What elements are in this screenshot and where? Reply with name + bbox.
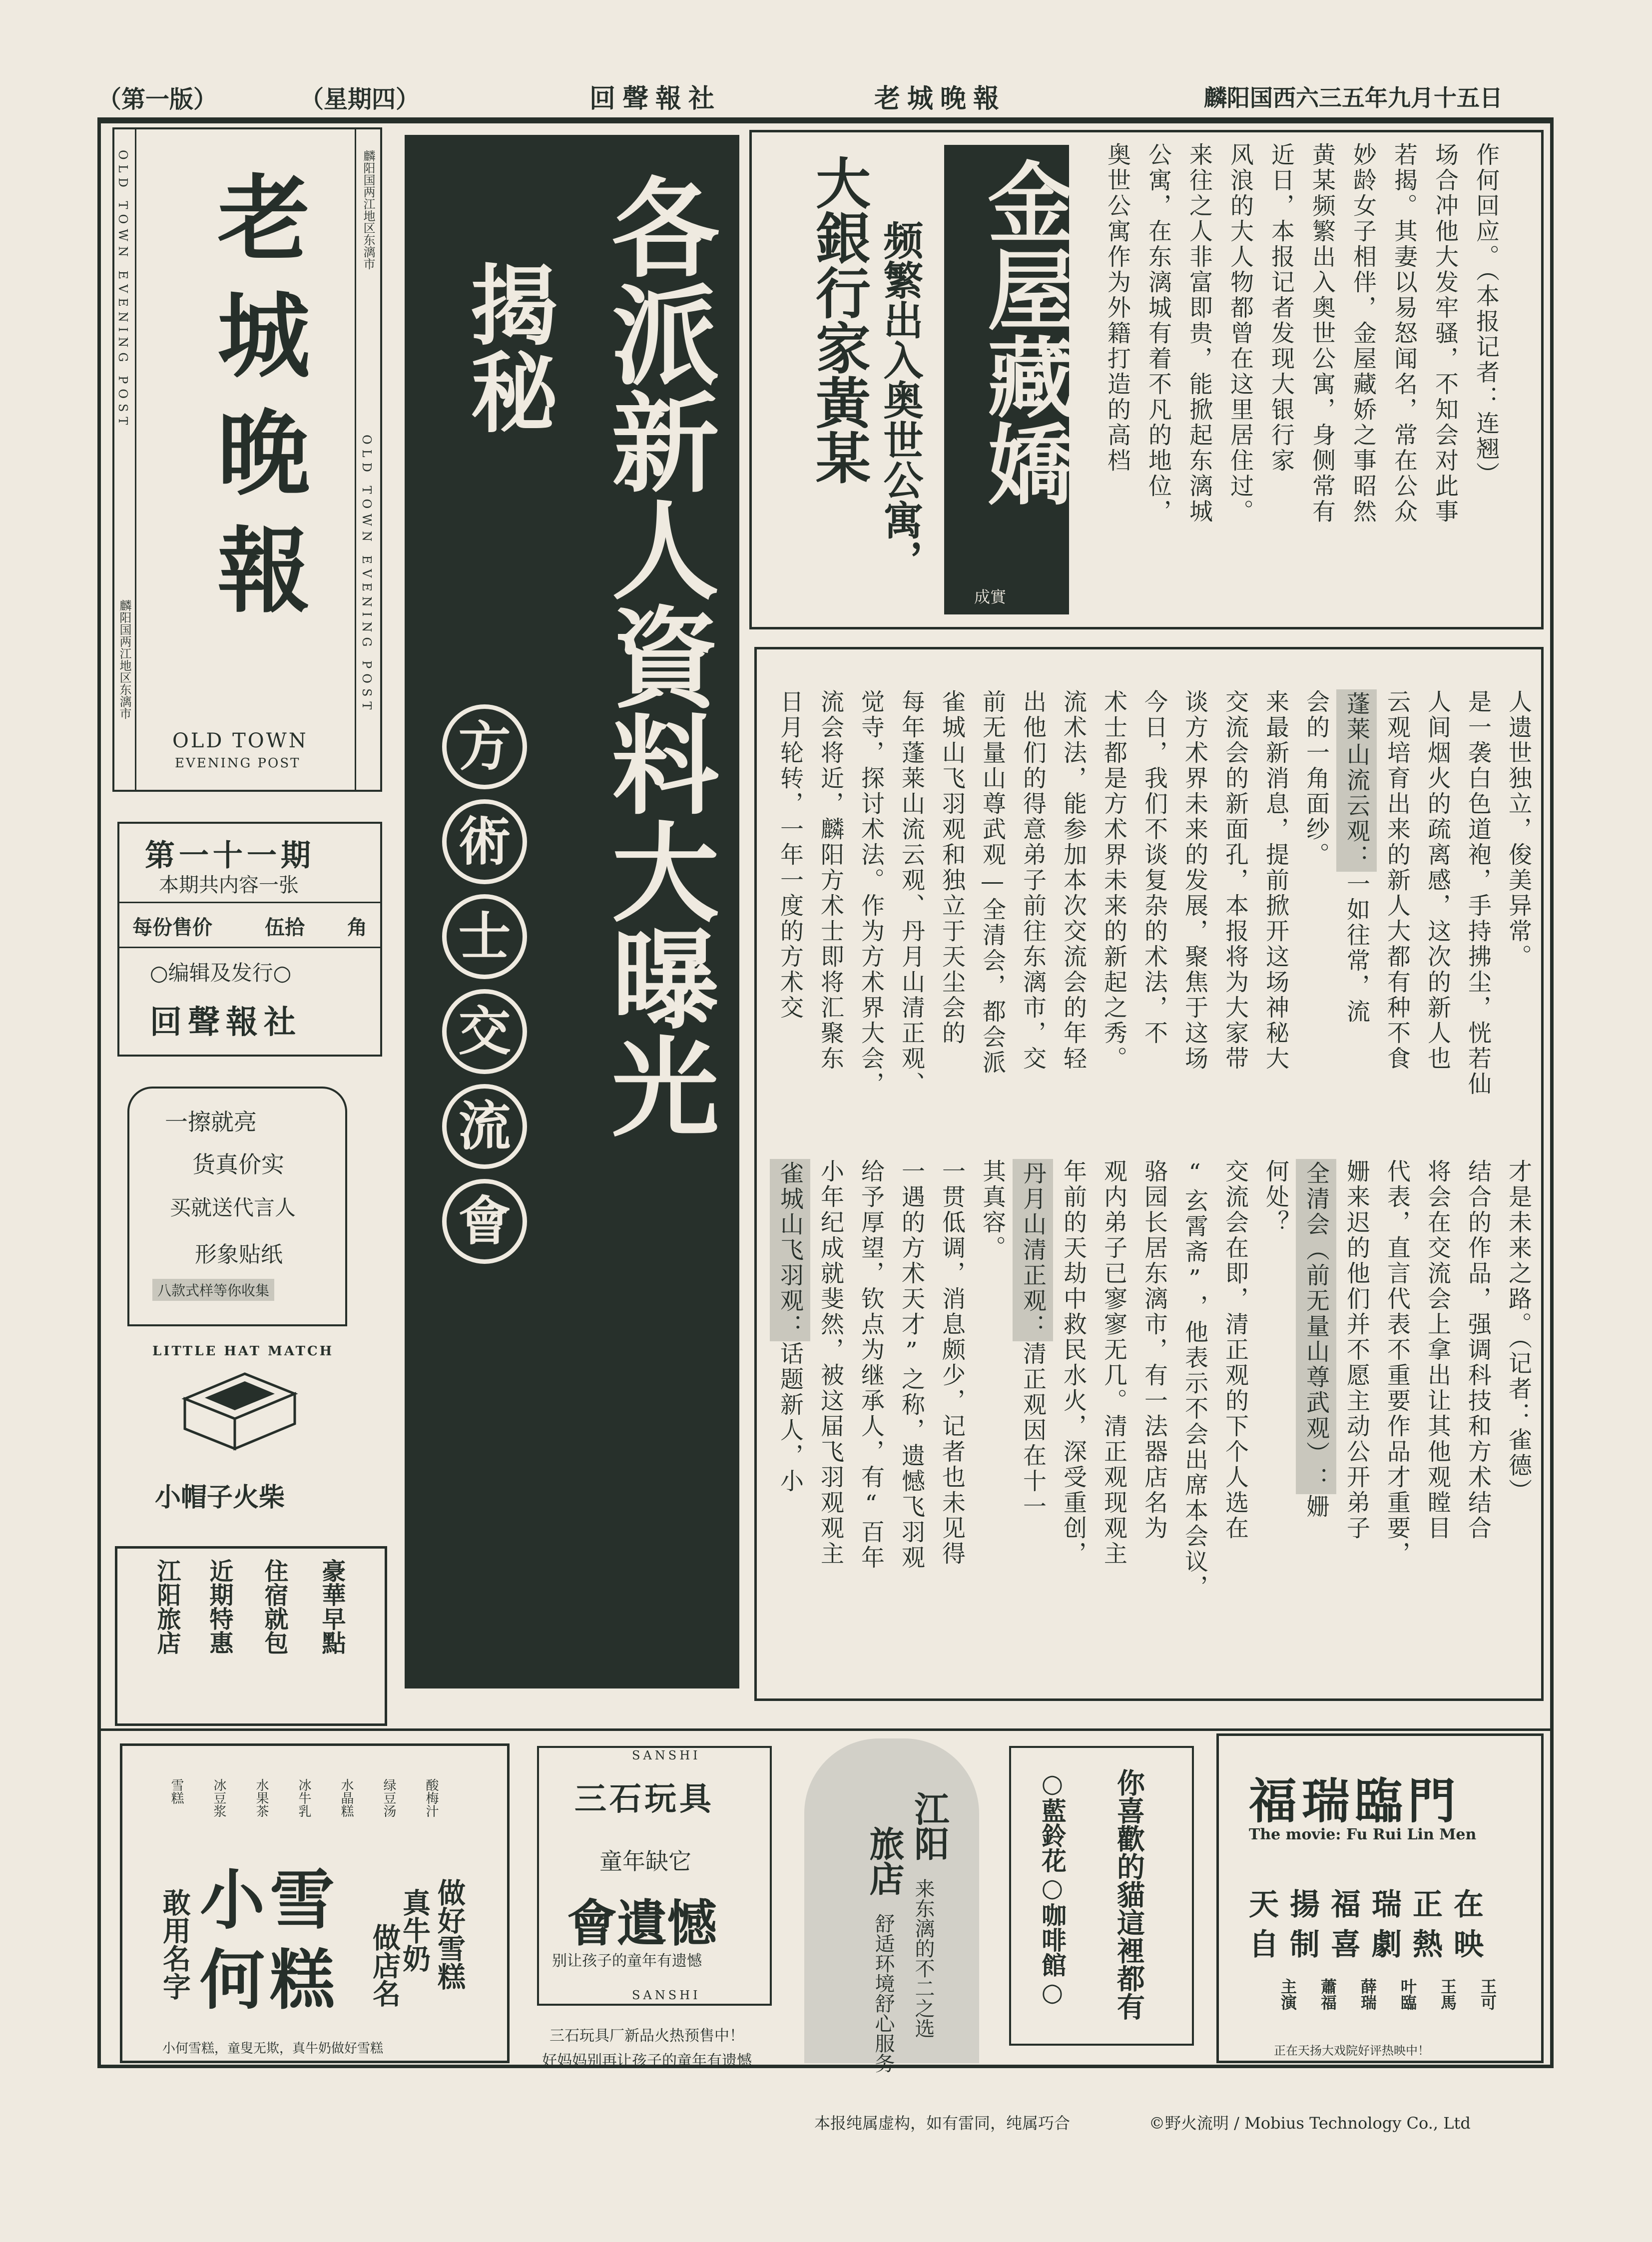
hotel-small-col-1: 豪華早點 (318, 1559, 346, 1655)
toys-big: 會遺憾 (567, 1894, 717, 1953)
ice-footer: 小何雪糕，童叟无欺，真牛奶做好雪糕 (162, 2041, 384, 2056)
article-col: 前无量山尊武观—全清会，都会派 (979, 689, 1006, 1076)
article-col: 交流会的新面孔，本报将为大家带 (1221, 689, 1249, 1072)
article-col: 姗来迟的他们并不愿主动公开弟子 (1343, 1159, 1370, 1541)
article-col: 出他们的得意弟子前往东漓市，交 (1019, 689, 1047, 1072)
article-col: 交流会在即，清正观的下个人选在 (1221, 1159, 1249, 1541)
match-line-1: 一擦就亮 (165, 1109, 257, 1135)
article-col: 流会将近，麟阳方术士即将汇聚东 (817, 689, 844, 1072)
issue-rule-1 (117, 902, 382, 903)
main-article-lower (764, 1159, 1539, 1683)
toys-tag: 别让孩子的童年有遗憾 (552, 1952, 702, 1970)
article-col: 年前的天劫中救民水火，深受重创， (1060, 1159, 1087, 1567)
toys-sanshi-top: SANSHI (632, 1748, 701, 1762)
circled-char: 交 (442, 989, 527, 1074)
header-paper-name: 老城晚報 (874, 83, 1007, 114)
issue-price-unit: 角 (347, 916, 367, 939)
article-col: 谈方术界未来的发展，聚焦于这场 (1181, 689, 1208, 1072)
feature-col: 近日，本报记者发现大银行家 (1267, 142, 1295, 474)
weekday: （星期四） (300, 85, 420, 113)
movie-title-en: The movie: Fu Rui Lin Men (1249, 1826, 1477, 1843)
cafe-name: ○藍鈴花○咖啡館○ (1038, 1768, 1067, 2007)
article-col: 雀城山飞羽观和独立于天尘会的 (938, 689, 966, 1046)
masthead-title: 老城晚報 (202, 170, 311, 639)
feature-col: 妙龄女子相伴，金屋藏娇之事昭然 (1349, 142, 1377, 525)
header-date: 麟阳国西六三五年九月十五日 (1204, 84, 1503, 111)
article-col: 一贯低调，消息颇少，记者也未见得 (938, 1159, 966, 1567)
article-col: 觉寺，探讨术法。作为方术界大会， (857, 689, 885, 1097)
movie-footer: 正在天扬大戏院好评热映中！ (1274, 2044, 1430, 2058)
circled-char: 方 (442, 704, 527, 789)
masthead-inner-rule-r (355, 127, 356, 792)
article-col: 是一袭白色道袍，手持拂尘，恍若仙 (1464, 689, 1492, 1097)
match-tag: 八款式样等你收集 (152, 1279, 274, 1301)
ice-right-2: 做店名 (368, 1923, 401, 2007)
article-col: 人遗世独立，俊美异常。 (1505, 689, 1532, 970)
edition: （第一版） (97, 85, 218, 113)
article-col: “玄霄斋”，他表示不会出席本会议， (1181, 1159, 1208, 1600)
ice-flavor: 冰豆浆 (211, 1778, 226, 1817)
article-col: 其真容。 (979, 1159, 1006, 1261)
feature-col: 若揭。其妻以易怒闻名，常在公众 (1390, 142, 1418, 525)
movie-line-1: 天揚福瑞正在 (1249, 1887, 1495, 1922)
issue-pages: 本期共内容一张 (159, 874, 299, 897)
hotel-small-col-2: 住宿就包 (260, 1559, 288, 1655)
feature-sub-2: 频繁出入奥世公寓， (877, 220, 924, 579)
toys-sub: 童年缺它 (599, 1848, 691, 1875)
main-article-upper (764, 689, 1539, 1139)
article-col: 今日，我们不谈复杂的术法，不 (1140, 689, 1168, 1046)
hotel-title-2: 旅店 (864, 1826, 905, 1896)
feature-col: 黄某频繁出入奥世公寓，身侧常有 (1308, 142, 1336, 525)
movie-cast-label: 主演 (1278, 1978, 1297, 2010)
issue-rule-2 (117, 947, 382, 948)
headline-circled (442, 699, 537, 1269)
masthead-logo-en-1: OLD TOWN (172, 729, 308, 752)
feature-col: 来往之人非富即贵，能掀起东漓城 (1185, 142, 1213, 525)
masthead-en-right: OLD TOWN EVENING POST (360, 435, 374, 715)
hotel-title-1: 江阳 (909, 1791, 950, 1861)
article-col: 结合的作品，强调科技和方术结合 (1464, 1159, 1492, 1541)
issue-number: 第一十一期 (145, 838, 315, 873)
toys-sanshi-bottom: SANSHI (632, 1988, 701, 2002)
article-col: 人间烟火的疏离感，这次的新人也 (1424, 689, 1451, 1072)
feature-col: 场合冲他大发牢骚，不知会对此事 (1431, 142, 1459, 525)
article-col: 小年纪成就斐然，被这届飞羽观观主 (817, 1159, 844, 1567)
masthead-en-left: OLD TOWN EVENING POST (116, 150, 130, 430)
issue-editor-label: ○编辑及发行○ (150, 961, 292, 985)
article-subhead: 丹月山清正观： (1013, 1159, 1053, 1341)
article-col: 观内弟子已寥寥无几。清正观现观主 (1100, 1159, 1127, 1567)
match-line-3: 买就送代言人 (170, 1195, 296, 1220)
feature-sub-1: 大銀行家黃某 (807, 155, 871, 485)
circled-char: 流 (442, 1084, 527, 1169)
feature-title: 金屋藏嬌 (973, 157, 1076, 507)
movie-cast: 蕭福 (1318, 1978, 1337, 2010)
article-col: 云观培育出来的新人大都有种不食 (1383, 689, 1411, 1072)
toys-footer-1: 三石玩具厂新品火热预售中！ (550, 2027, 744, 2045)
ice-flavor: 水果茶 (254, 1778, 269, 1817)
article-subhead: 雀城山飞羽观： (770, 1159, 810, 1341)
movie-cast: 叶臨 (1398, 1978, 1417, 2010)
ice-flavor: 冰牛乳 (296, 1778, 311, 1817)
masthead-cn-left: 麟阳国两江地区东漓市 (117, 599, 131, 719)
match-brand-cn: 小帽子火柴 (155, 1482, 285, 1513)
headline-col-1: 各派新人資料大曝光 (594, 172, 720, 1139)
headline-col-2-prefix: 揭秘 (456, 260, 558, 435)
circled-char: 士 (442, 894, 527, 979)
footer-copyright: ©野火流明 / Mobius Technology Co., Ltd (1149, 2114, 1471, 2133)
article-col: 每年蓬莱山流云观、丹月山清正观、 (898, 689, 925, 1097)
article-col: 姗 (1302, 1494, 1330, 1520)
header-publisher: 回聲報社 (589, 83, 722, 114)
masthead-logo-en-2: EVENING POST (175, 756, 301, 771)
ice-flavor: 绿豆汤 (381, 1778, 396, 1817)
circled-char: 術 (442, 799, 527, 884)
feature-col: 风浪的大人物都曾在这里居住过。 (1226, 142, 1254, 525)
article-col: 清正观因在十一 (1019, 1341, 1047, 1520)
article-col: 何处？ (1262, 1159, 1289, 1235)
ads-rule (97, 1728, 1554, 1731)
matchbox-icon (175, 1364, 300, 1454)
hotel-small-col-4: 江阳旅店 (153, 1559, 181, 1655)
feature-body (1097, 142, 1506, 622)
article-col: 一遇的方术天才”之称，遗憾飞羽观 (898, 1159, 925, 1571)
feature-byline: 成實 (974, 587, 1007, 606)
article-col: 给予厚望，钦点为继承人，有“百年 (857, 1159, 885, 1571)
ice-right-3: 做好雪糕 (433, 1878, 466, 1990)
feature-col: 公寓，在东漓城有着不凡的地位， (1144, 142, 1172, 525)
article-col: 代表，直言代表不重要作品才重要， (1383, 1159, 1411, 1567)
match-line-2: 货真价实 (192, 1151, 284, 1178)
toys-title: 三石玩具 (574, 1780, 714, 1818)
masthead-cn-right: 麟阳国两江地区东漓市 (361, 150, 375, 270)
hotel-line-1: 来东漓的不二之选 (912, 1878, 935, 2038)
ice-flavor: 水晶糕 (339, 1778, 354, 1817)
footer-disclaimer: 本报纯属虚构，如有雷同，纯属巧合 (814, 2114, 1071, 2133)
issue-publisher: 回聲報社 (150, 1004, 302, 1041)
masthead-inner-rule-l (135, 127, 136, 792)
movie-cast: 王可 (1478, 1978, 1497, 2010)
article-subhead: 全清会（前无量山尊武观）： (1296, 1159, 1336, 1494)
article-col: 会的一角面纱。 (1302, 689, 1330, 868)
article-col: 一如往常，流 (1343, 872, 1370, 1025)
article-col: 骆园长居东漓市，有一法器店名为 (1140, 1159, 1168, 1541)
article-col: 将会在交流会上拿出让其他观瞠目 (1424, 1159, 1451, 1541)
ice-flavor: 雪糕 (169, 1778, 184, 1804)
match-brand-en: LITTLE HAT MATCH (152, 1344, 334, 1359)
article-col: 日月轮转，一年一度的方术交 (776, 689, 804, 1021)
ice-flavor: 酸梅汁 (424, 1778, 439, 1817)
ice-big-1: 小雪 (200, 1862, 340, 1938)
movie-cast: 薛瑞 (1358, 1978, 1377, 2010)
article-col: 流术法，能参加本次交流会的年轻 (1060, 689, 1087, 1072)
movie-title: 福瑞臨門 (1249, 1773, 1461, 1829)
circled-char: 會 (442, 1179, 527, 1264)
movie-line-2: 自制喜劇熱映 (1249, 1927, 1495, 1962)
ice-big-2: 何糕 (200, 1942, 340, 2018)
hotel-line-2: 舒适环境舒心服务 (872, 1913, 895, 2073)
issue-price-value: 伍拾 (265, 916, 305, 939)
movie-cast: 王馬 (1438, 1978, 1457, 2010)
article-col: 术士都是方术界未来的新起之秀。 (1100, 689, 1127, 1072)
ice-right-1: 真牛奶 (398, 1888, 431, 1972)
toys-footer-2: 好妈妈别再让孩子的童年有遗憾 (542, 2052, 752, 2070)
feature-col: 作何回应。（本报记者：连翘） (1472, 142, 1500, 488)
cafe-slogan: 你喜歡的貓這裡都有 (1112, 1768, 1145, 2020)
feature-col: 奥世公寓作为外籍打造的高档 (1103, 142, 1131, 474)
match-line-4: 形象贴纸 (195, 1242, 283, 1267)
article-col: 才是未来之路。（记者：雀德） (1505, 1159, 1532, 1504)
hotel-small-col-3: 近期特惠 (205, 1559, 233, 1655)
article-col: 来最新消息，提前掀开这场神秘大 (1262, 689, 1289, 1072)
ice-left: 敢用名字 (158, 1888, 191, 2000)
article-col: 话题新人，小 (776, 1341, 804, 1494)
issue-price-label: 每份售价 (132, 916, 212, 939)
article-subhead: 蓬莱山流云观： (1336, 689, 1377, 872)
